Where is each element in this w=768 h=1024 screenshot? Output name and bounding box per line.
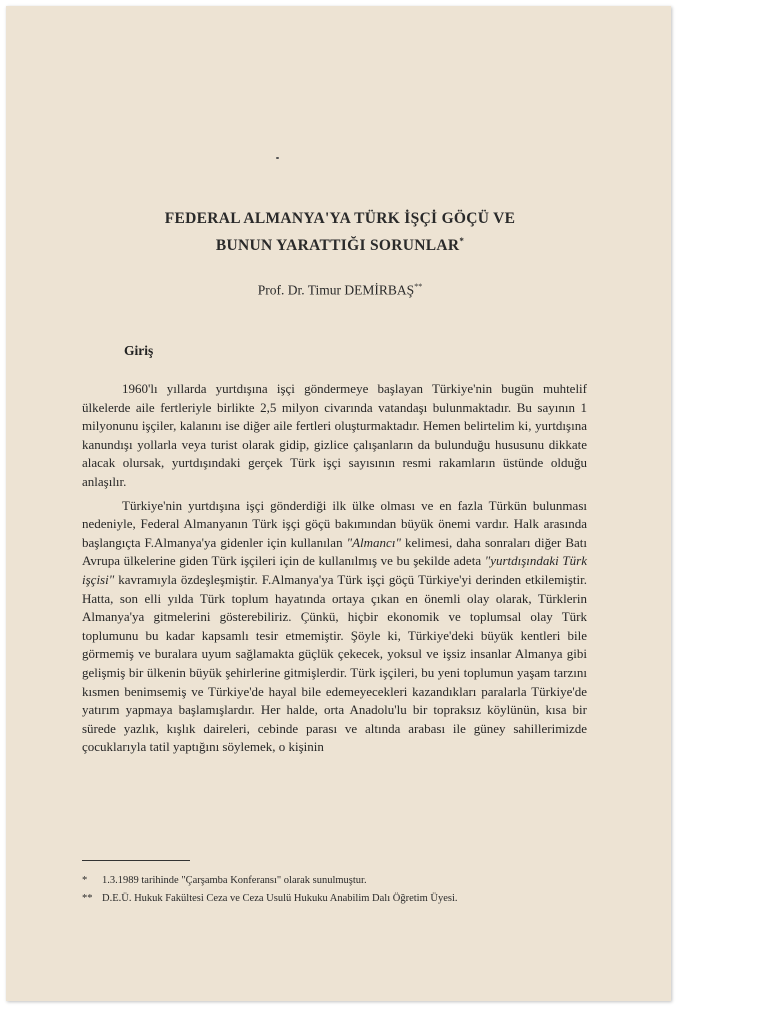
paragraph-2 <box>82 497 587 757</box>
title-line-2-text: BUNUN YARATTIĞI SORUNLAR <box>215 237 460 255</box>
title-line-2 <box>0 230 680 257</box>
paragraph-2-part-1: Türkiye'nin yurtdışına işçi gönderdiği ilk ülke olması ve en fazla Türkün bulunması nedeniyle, Federal Almanyanın Türk işçi göçü bakımından büyük önemi vardır. Halk arasında başlangıçta F.Almanya'ya gidenler için kullanılan <box>82 497 587 550</box>
section-heading: Giriş <box>124 343 154 358</box>
footnotes <box>82 872 587 908</box>
author-line <box>0 282 680 299</box>
footnote-divider <box>82 860 190 861</box>
paragraph-2-italic-1: "Almancı" <box>346 534 401 550</box>
footnote-2-text: D.E.Ü. Hukuk Fakültesi Ceza ve Ceza Usulü Hukuku Anabilim Dalı Öğretim Üyesi. <box>102 893 458 904</box>
paragraph-2-part-2: kelimesi, daha sonraları diğer Batı Avrupa ülkelerine giden Türk işçileri için de kullanılmış ve bu şekilde adeta <box>82 534 587 569</box>
paragraph-2-italic-2: "yurtdışındaki Türk işçisi" <box>82 553 587 587</box>
page-mark <box>276 157 279 159</box>
footnote-1 <box>82 872 587 890</box>
article-body <box>82 380 587 762</box>
author-name: Prof. Dr. Timur DEMİRBAŞ <box>257 282 415 298</box>
paragraph-1: 1960'lı yıllarda yurtdışına işçi göndermeye başlayan Türkiye'nin bugün muhtelif ülkelerde aile fertleriyle birlikte 2,5 milyon civarında vatandaşı bulunmaktadır. Bu sayının 1 milyonunu işçiler, kalanını ise diğer aile fertleri oluşturmaktadır. Hemen belirtelim ki, yurtdışına kanundışı yollarla veya turist olarak gidip, gizlice çalışanların da bulunduğu hususunu dikkate alacak olursak, yurtdışındaki gerçek Türk işçi sayısının resmi rakamların üstünde olduğu anlaşılır. <box>82 381 587 489</box>
article-title <box>0 207 680 257</box>
author-footnote-mark: ** <box>414 282 423 291</box>
footnote-1-text: 1.3.1989 tarihinde "Çarşamba Konferansı" olarak sunulmuştur. <box>102 875 367 886</box>
footnote-2-mark: ** <box>82 893 93 904</box>
title-footnote-mark: * <box>459 236 465 246</box>
title-line-1: FEDERAL ALMANYA'YA TÜRK İŞÇİ GÖÇÜ VE <box>164 210 516 227</box>
paragraph-2-part-3: kavramıyla özdeşleşmiştir. F.Almanya'ya Türk işçi göçü Türkiye'yi derinden etkilemiştir. Hatta, son elli yılda Türk toplum hayatında ortaya çıkan en önemli olay olarak, Türklerin Almanya'ya gitmelerini gösterebiliriz. Çünkü, hiçbir ekonomik ve toplumsal olay Türk toplumunu bu kadar kapsamlı tesir etmemiştir. Şöyle ki, Türkiye'deki büyük kentleri bile görmemiş ve buralara uyum sağlamakta güçlük çekecek, yoksul ve işsiz insanlar Almanya gibi gelişmiş bir ülkenin büyük şehirlerine gitmişlerdir. Türk işçileri, bu yeni toplumun yaşam tarzını kısmen benimsemiş ve Türkiye'de hayal bile edemeyecekleri kazandıkları paralarla Türkiye'de yatırım yapmaya başlamışlardır. Her halde, orta Anadolu'lu bir topraksız köylünün, kısa bir sürede yazlık, kışlık daireleri, cebinde parası ve altında arabası ile güney sahillerimizde çocuklarıyla tatil yaptığını söylemek, o kişinin <box>82 571 587 755</box>
footnote-2 <box>82 890 587 908</box>
footnote-1-mark: * <box>82 875 88 886</box>
